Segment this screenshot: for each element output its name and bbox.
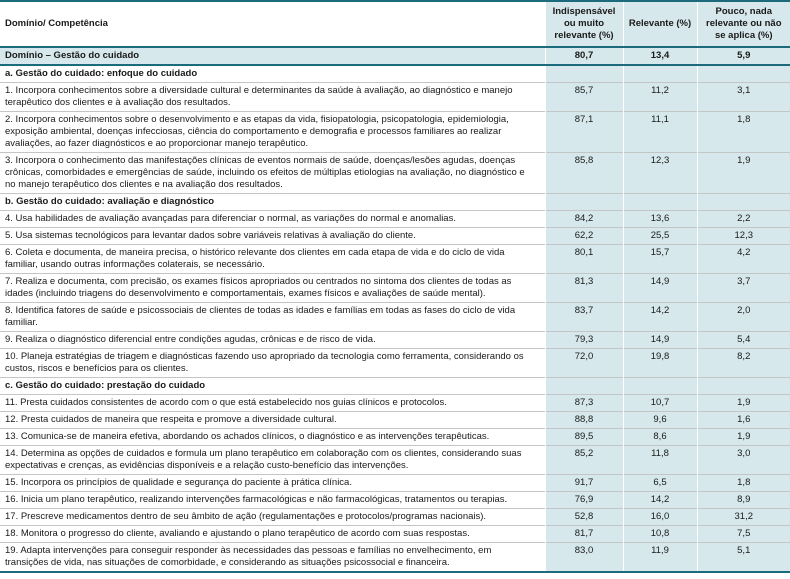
value-cell: 1,8 (697, 112, 790, 153)
row-label: 18. Monitora o progresso do cliente, avaliando e ajustando o plano terapêutico de acordo com suas respostas. (5, 528, 470, 539)
table-body (0, 47, 790, 572)
competency-row (0, 509, 790, 526)
value-cell: 5,4 (697, 332, 790, 349)
row-label: 3. Incorpora o conhecimento das manifestações clínicas de eventos normais de saúde, doenças/lesões agudas, doenças crônicas, comorbidades e emergências de saúde, incluindo os efeitos de múltiplas etiologias na avaliação, no diagnóstico e no manejo terapêutico dos clientes e na avaliação dos resultados. (5, 155, 525, 190)
value-cell: 14,2 (623, 303, 697, 332)
value-cell: 1,9 (697, 153, 790, 194)
value-cell: 85,8 (545, 153, 623, 194)
value-cell: 84,2 (545, 211, 623, 228)
competency-row (0, 492, 790, 509)
row-label: 6. Coleta e documenta, de maneira precisa, o histórico relevante dos clientes em cada etapa de vida e do ciclo de vida familiar, usando outras informações colaterais, se necessário. (5, 247, 505, 270)
value-cell: 13,4 (623, 47, 697, 65)
value-cell: 11,1 (623, 112, 697, 153)
value-cell (545, 378, 623, 395)
value-cell: 25,5 (623, 228, 697, 245)
value-cell: 83,7 (545, 303, 623, 332)
value-cell: 81,3 (545, 274, 623, 303)
value-cell: 81,7 (545, 526, 623, 543)
value-cell: 80,7 (545, 47, 623, 65)
row-label: 14. Determina as opções de cuidados e formula um plano terapêutico em colaboração com os clientes, considerando suas expectativas e crenças, as evidências disponíveis e a relação custo-benefício das intervenções. (5, 448, 522, 471)
value-cell: 31,2 (697, 509, 790, 526)
row-label: 2. Incorpora conhecimentos sobre o desenvolvimento e as etapas da vida, fisiopatologia, psicopatologia, epidemiologia, exposição ambiental, doenças infecciosas, ciência do comportamento e demografia e processos familiares ao realizar avaliações, ao fazer diagnósticos e ao proporcionar manejo terapêutico. (5, 114, 509, 149)
value-cell: 1,6 (697, 412, 790, 429)
value-cell: 10,8 (623, 526, 697, 543)
value-cell: 4,2 (697, 245, 790, 274)
value-cell: 5,1 (697, 543, 790, 573)
value-cell: 88,8 (545, 412, 623, 429)
value-cell: 15,7 (623, 245, 697, 274)
row-label: 8. Identifica fatores de saúde e psicossociais de clientes de todas as idades e famílias em todas as fases do ciclo de vida familiar. (5, 305, 516, 328)
value-cell: 3,1 (697, 83, 790, 112)
competency-row (0, 446, 790, 475)
value-cell (623, 378, 697, 395)
row-label: 19. Adapta intervenções para conseguir responder às necessidades das pessoas e famílias no envelhecimento, em transições de vida, nas situações de comorbidade, e considerando as situações psicossocial e financeira. (5, 545, 492, 568)
competency-row (0, 332, 790, 349)
value-cell: 3,0 (697, 446, 790, 475)
competency-row (0, 395, 790, 412)
row-label: 5. Usa sistemas tecnológicos para levantar dados sobre variáveis relativas à avaliação do cliente. (5, 230, 416, 241)
row-label: 4. Usa habilidades de avaliação avançadas para diferenciar o normal, as variações do normal e anomalias. (5, 213, 456, 224)
value-cell (697, 378, 790, 395)
value-cell (697, 194, 790, 211)
value-cell: 89,5 (545, 429, 623, 446)
value-cell: 6,5 (623, 475, 697, 492)
value-cell: 83,0 (545, 543, 623, 573)
value-cell: 85,2 (545, 446, 623, 475)
table-header-row (0, 1, 790, 47)
competency-row (0, 274, 790, 303)
value-cell: 13,6 (623, 211, 697, 228)
section-title: c. Gestão do cuidado: prestação do cuidado (5, 380, 206, 391)
value-cell: 12,3 (697, 228, 790, 245)
value-cell: 14,2 (623, 492, 697, 509)
value-cell: 1,9 (697, 429, 790, 446)
value-cell: 76,9 (545, 492, 623, 509)
value-cell: 8,6 (623, 429, 697, 446)
value-cell: 14,9 (623, 332, 697, 349)
value-cell: 11,9 (623, 543, 697, 573)
section-header-row-3 (0, 378, 790, 395)
row-label: 17. Prescreve medicamentos dentro de seu âmbito de ação (regulamentações e protocolos/programas nacionais). (5, 511, 487, 522)
section-header-row-2 (0, 194, 790, 211)
row-label: 1. Incorpora conhecimentos sobre a diversidade cultural e determinantes da saúde à avaliação, ao diagnóstico e manejo terapêutico dos clientes e à avaliação dos resultados. (5, 85, 513, 108)
competency-row (0, 211, 790, 228)
value-cell: 2,2 (697, 211, 790, 228)
value-cell (545, 65, 623, 83)
value-cell (697, 65, 790, 83)
value-cell: 80,1 (545, 245, 623, 274)
value-cell: 2,0 (697, 303, 790, 332)
row-label: 9. Realiza o diagnóstico diferencial entre condições agudas, crônicas e de risco de vida. (5, 334, 376, 345)
competency-row (0, 475, 790, 492)
value-cell: 16,0 (623, 509, 697, 526)
value-cell: 62,2 (545, 228, 623, 245)
competency-row (0, 349, 790, 378)
row-label: 7. Realiza e documenta, com precisão, os exames físicos apropriados ou centrados no sintoma dos clientes de todas as idades (incluindo triagens do desenvolvimento e comportamentais, exames físicos e avaliações de saúde mental). (5, 276, 512, 299)
value-cell: 7,5 (697, 526, 790, 543)
row-label: 13. Comunica-se de maneira efetiva, abordando os achados clínicos, o diagnóstico e as intervenções terapêuticas. (5, 431, 490, 442)
value-cell: 3,7 (697, 274, 790, 303)
row-label: Domínio – Gestão do cuidado (0, 47, 545, 65)
value-cell: 14,9 (623, 274, 697, 303)
value-cell: 19,8 (623, 349, 697, 378)
competency-row (0, 112, 790, 153)
value-cell: 1,8 (697, 475, 790, 492)
value-cell: 72,0 (545, 349, 623, 378)
value-cell (623, 65, 697, 83)
value-cell: 85,7 (545, 83, 623, 112)
header-indispensavel: Indispensável ou muito relevante (%) (545, 1, 623, 47)
value-cell: 79,3 (545, 332, 623, 349)
competency-row (0, 228, 790, 245)
value-cell: 11,8 (623, 446, 697, 475)
row-label: 11. Presta cuidados consistentes de acordo com o que está estabelecido nos guias clínicos e protocolos. (5, 397, 447, 408)
row-label: 10. Planeja estratégias de triagem e diagnósticas fazendo uso apropriado da tecnologia como ferramenta, considerando os custos, riscos e benefícios para os clientes. (5, 351, 524, 374)
competency-row (0, 526, 790, 543)
competency-row (0, 429, 790, 446)
section-title: b. Gestão do cuidado: avaliação e diagnóstico (5, 196, 215, 207)
competency-row (0, 245, 790, 274)
section-header-row-1 (0, 65, 790, 83)
row-label: 16. Inicia um plano terapêutico, realizando intervenções farmacológicas e não farmacológicas, tratamentos ou terapias. (5, 494, 508, 505)
value-cell: 8,2 (697, 349, 790, 378)
header-dominio-competencia: Domínio/ Competência (0, 1, 545, 47)
section-title: a. Gestão do cuidado: enfoque do cuidado (5, 68, 198, 79)
value-cell: 5,9 (697, 47, 790, 65)
value-cell: 8,9 (697, 492, 790, 509)
competency-row (0, 83, 790, 112)
header-pouco-relevante: Pouco, nada relevante ou não se aplica (%) (697, 1, 790, 47)
header-relevante: Relevante (%) (623, 1, 697, 47)
value-cell (545, 194, 623, 211)
competency-row (0, 153, 790, 194)
value-cell: 12,3 (623, 153, 697, 194)
value-cell: 10,7 (623, 395, 697, 412)
value-cell (623, 194, 697, 211)
row-label: 15. Incorpora os princípios de qualidade e segurança do paciente à prática clínica. (5, 477, 352, 488)
value-cell: 11,2 (623, 83, 697, 112)
table-head (0, 1, 790, 47)
row-label: 12. Presta cuidados de maneira que respeita e promove a diversidade cultural. (5, 414, 337, 425)
value-cell: 9,6 (623, 412, 697, 429)
domain-summary-row (0, 47, 790, 65)
value-cell: 52,8 (545, 509, 623, 526)
competency-row (0, 543, 790, 573)
value-cell: 91,7 (545, 475, 623, 492)
value-cell: 87,3 (545, 395, 623, 412)
competency-row (0, 412, 790, 429)
competency-row (0, 303, 790, 332)
value-cell: 87,1 (545, 112, 623, 153)
value-cell: 1,9 (697, 395, 790, 412)
